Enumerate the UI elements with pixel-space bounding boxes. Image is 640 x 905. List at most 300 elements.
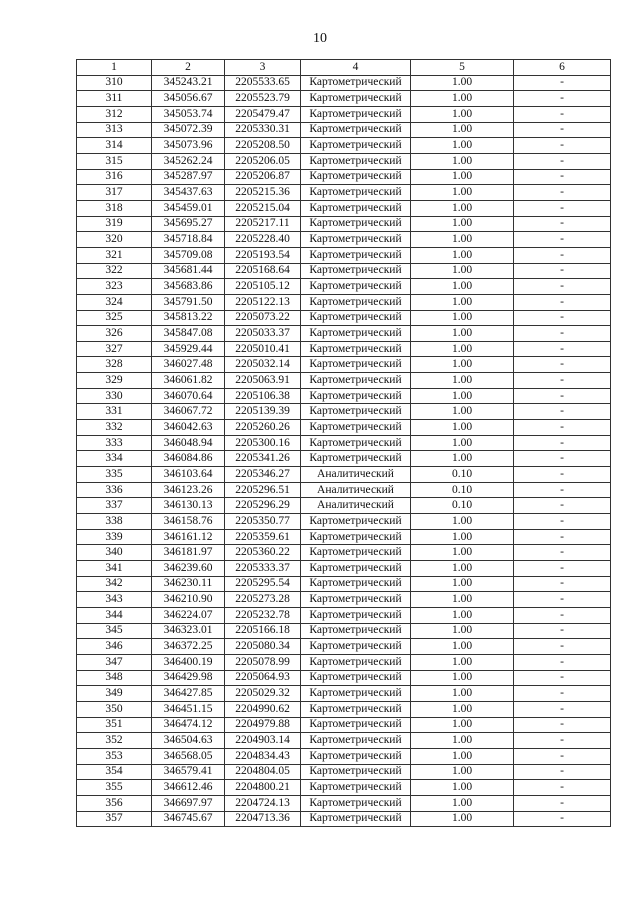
table-row bbox=[77, 780, 611, 796]
method-cell: Картометрический bbox=[301, 153, 411, 169]
table-row bbox=[77, 701, 611, 717]
column-header: 3 bbox=[225, 60, 301, 76]
x-coordinate-cell: 346103.64 bbox=[152, 467, 225, 483]
point-number-cell: 310 bbox=[77, 75, 152, 91]
point-number-cell: 340 bbox=[77, 545, 152, 561]
x-coordinate-cell: 346239.60 bbox=[152, 561, 225, 577]
point-number-cell: 325 bbox=[77, 310, 152, 326]
accuracy-cell: 1.00 bbox=[411, 717, 514, 733]
table-row bbox=[77, 106, 611, 122]
point-number-cell: 356 bbox=[77, 795, 152, 811]
table-row bbox=[77, 247, 611, 263]
method-cell: Картометрический bbox=[301, 91, 411, 107]
accuracy-cell: 1.00 bbox=[411, 185, 514, 201]
note-cell: - bbox=[514, 185, 611, 201]
note-cell: - bbox=[514, 200, 611, 216]
x-coordinate-cell: 346070.64 bbox=[152, 388, 225, 404]
point-number-cell: 337 bbox=[77, 498, 152, 514]
note-cell: - bbox=[514, 326, 611, 342]
point-number-cell: 347 bbox=[77, 654, 152, 670]
note-cell: - bbox=[514, 561, 611, 577]
note-cell: - bbox=[514, 106, 611, 122]
table-row bbox=[77, 326, 611, 342]
method-cell: Картометрический bbox=[301, 247, 411, 263]
table-row bbox=[77, 482, 611, 498]
method-cell: Картометрический bbox=[301, 780, 411, 796]
accuracy-cell: 1.00 bbox=[411, 138, 514, 154]
y-coordinate-cell: 2205330.31 bbox=[225, 122, 301, 138]
accuracy-cell: 1.00 bbox=[411, 623, 514, 639]
note-cell: - bbox=[514, 91, 611, 107]
accuracy-cell: 1.00 bbox=[411, 341, 514, 357]
x-coordinate-cell: 346323.01 bbox=[152, 623, 225, 639]
y-coordinate-cell: 2205346.27 bbox=[225, 467, 301, 483]
method-cell: Картометрический bbox=[301, 216, 411, 232]
x-coordinate-cell: 345053.74 bbox=[152, 106, 225, 122]
note-cell: - bbox=[514, 686, 611, 702]
y-coordinate-cell: 2205078.99 bbox=[225, 654, 301, 670]
method-cell: Картометрический bbox=[301, 686, 411, 702]
method-cell: Картометрический bbox=[301, 733, 411, 749]
method-cell: Картометрический bbox=[301, 545, 411, 561]
y-coordinate-cell: 2205295.54 bbox=[225, 576, 301, 592]
x-coordinate-cell: 345709.08 bbox=[152, 247, 225, 263]
note-cell: - bbox=[514, 529, 611, 545]
note-cell: - bbox=[514, 247, 611, 263]
x-coordinate-cell: 345243.21 bbox=[152, 75, 225, 91]
y-coordinate-cell: 2205359.61 bbox=[225, 529, 301, 545]
point-number-cell: 332 bbox=[77, 420, 152, 436]
x-coordinate-cell: 345847.08 bbox=[152, 326, 225, 342]
y-coordinate-cell: 2205064.93 bbox=[225, 670, 301, 686]
table-row bbox=[77, 263, 611, 279]
y-coordinate-cell: 2204800.21 bbox=[225, 780, 301, 796]
accuracy-cell: 1.00 bbox=[411, 435, 514, 451]
table-body bbox=[77, 75, 611, 827]
accuracy-cell: 1.00 bbox=[411, 701, 514, 717]
y-coordinate-cell: 2204979.88 bbox=[225, 717, 301, 733]
point-number-cell: 331 bbox=[77, 404, 152, 420]
x-coordinate-cell: 346224.07 bbox=[152, 607, 225, 623]
table-row bbox=[77, 91, 611, 107]
accuracy-cell: 1.00 bbox=[411, 263, 514, 279]
note-cell: - bbox=[514, 748, 611, 764]
point-number-cell: 328 bbox=[77, 357, 152, 373]
accuracy-cell: 1.00 bbox=[411, 75, 514, 91]
method-cell: Картометрический bbox=[301, 326, 411, 342]
accuracy-cell: 1.00 bbox=[411, 607, 514, 623]
y-coordinate-cell: 2205032.14 bbox=[225, 357, 301, 373]
point-number-cell: 341 bbox=[77, 561, 152, 577]
note-cell: - bbox=[514, 576, 611, 592]
point-number-cell: 338 bbox=[77, 514, 152, 530]
x-coordinate-cell: 345718.84 bbox=[152, 232, 225, 248]
method-cell: Картометрический bbox=[301, 717, 411, 733]
x-coordinate-cell: 345459.01 bbox=[152, 200, 225, 216]
table-row bbox=[77, 529, 611, 545]
point-number-cell: 349 bbox=[77, 686, 152, 702]
y-coordinate-cell: 2205350.77 bbox=[225, 514, 301, 530]
y-coordinate-cell: 2205341.26 bbox=[225, 451, 301, 467]
accuracy-cell: 1.00 bbox=[411, 294, 514, 310]
y-coordinate-cell: 2205168.64 bbox=[225, 263, 301, 279]
table-row bbox=[77, 200, 611, 216]
note-cell: - bbox=[514, 780, 611, 796]
y-coordinate-cell: 2205479.47 bbox=[225, 106, 301, 122]
note-cell: - bbox=[514, 75, 611, 91]
note-cell: - bbox=[514, 654, 611, 670]
method-cell: Аналитический bbox=[301, 482, 411, 498]
point-number-cell: 339 bbox=[77, 529, 152, 545]
y-coordinate-cell: 2205033.37 bbox=[225, 326, 301, 342]
note-cell: - bbox=[514, 435, 611, 451]
method-cell: Картометрический bbox=[301, 701, 411, 717]
table-row bbox=[77, 811, 611, 827]
table-row bbox=[77, 216, 611, 232]
point-number-cell: 321 bbox=[77, 247, 152, 263]
x-coordinate-cell: 346400.19 bbox=[152, 654, 225, 670]
note-cell: - bbox=[514, 733, 611, 749]
table-row bbox=[77, 122, 611, 138]
note-cell: - bbox=[514, 263, 611, 279]
column-header: 2 bbox=[152, 60, 225, 76]
x-coordinate-cell: 346568.05 bbox=[152, 748, 225, 764]
x-coordinate-cell: 345681.44 bbox=[152, 263, 225, 279]
point-number-cell: 327 bbox=[77, 341, 152, 357]
table-row bbox=[77, 232, 611, 248]
note-cell: - bbox=[514, 482, 611, 498]
table-row bbox=[77, 451, 611, 467]
method-cell: Картометрический bbox=[301, 169, 411, 185]
x-coordinate-cell: 346042.63 bbox=[152, 420, 225, 436]
accuracy-cell: 1.00 bbox=[411, 373, 514, 389]
method-cell: Картометрический bbox=[301, 122, 411, 138]
column-header: 1 bbox=[77, 60, 152, 76]
method-cell: Картометрический bbox=[301, 623, 411, 639]
x-coordinate-cell: 346027.48 bbox=[152, 357, 225, 373]
x-coordinate-cell: 346181.97 bbox=[152, 545, 225, 561]
y-coordinate-cell: 2205106.38 bbox=[225, 388, 301, 404]
point-number-cell: 330 bbox=[77, 388, 152, 404]
x-coordinate-cell: 345262.24 bbox=[152, 153, 225, 169]
point-number-cell: 322 bbox=[77, 263, 152, 279]
note-cell: - bbox=[514, 467, 611, 483]
method-cell: Картометрический bbox=[301, 106, 411, 122]
x-coordinate-cell: 345437.63 bbox=[152, 185, 225, 201]
note-cell: - bbox=[514, 545, 611, 561]
accuracy-cell: 1.00 bbox=[411, 310, 514, 326]
x-coordinate-cell: 346451.15 bbox=[152, 701, 225, 717]
accuracy-cell: 1.00 bbox=[411, 764, 514, 780]
x-coordinate-cell: 345073.96 bbox=[152, 138, 225, 154]
x-coordinate-cell: 345813.22 bbox=[152, 310, 225, 326]
table-row bbox=[77, 733, 611, 749]
method-cell: Картометрический bbox=[301, 263, 411, 279]
point-number-cell: 319 bbox=[77, 216, 152, 232]
x-coordinate-cell: 346427.85 bbox=[152, 686, 225, 702]
accuracy-cell: 1.00 bbox=[411, 748, 514, 764]
y-coordinate-cell: 2205260.26 bbox=[225, 420, 301, 436]
point-number-cell: 353 bbox=[77, 748, 152, 764]
x-coordinate-cell: 346158.76 bbox=[152, 514, 225, 530]
method-cell: Аналитический bbox=[301, 467, 411, 483]
method-cell: Картометрический bbox=[301, 310, 411, 326]
table-row bbox=[77, 310, 611, 326]
table-row bbox=[77, 623, 611, 639]
y-coordinate-cell: 2205073.22 bbox=[225, 310, 301, 326]
accuracy-cell: 1.00 bbox=[411, 232, 514, 248]
accuracy-cell: 1.00 bbox=[411, 169, 514, 185]
table-row bbox=[77, 764, 611, 780]
table-row bbox=[77, 514, 611, 530]
note-cell: - bbox=[514, 717, 611, 733]
method-cell: Картометрический bbox=[301, 294, 411, 310]
point-number-cell: 357 bbox=[77, 811, 152, 827]
x-coordinate-cell: 346130.13 bbox=[152, 498, 225, 514]
note-cell: - bbox=[514, 514, 611, 530]
accuracy-cell: 1.00 bbox=[411, 811, 514, 827]
method-cell: Картометрический bbox=[301, 654, 411, 670]
y-coordinate-cell: 2205193.54 bbox=[225, 247, 301, 263]
table-header-row bbox=[77, 60, 611, 76]
x-coordinate-cell: 346697.97 bbox=[152, 795, 225, 811]
y-coordinate-cell: 2204834.43 bbox=[225, 748, 301, 764]
accuracy-cell: 1.00 bbox=[411, 451, 514, 467]
table-row bbox=[77, 138, 611, 154]
note-cell: - bbox=[514, 216, 611, 232]
point-number-cell: 354 bbox=[77, 764, 152, 780]
point-number-cell: 350 bbox=[77, 701, 152, 717]
x-coordinate-cell: 346084.86 bbox=[152, 451, 225, 467]
x-coordinate-cell: 346230.11 bbox=[152, 576, 225, 592]
accuracy-cell: 1.00 bbox=[411, 639, 514, 655]
y-coordinate-cell: 2205029.32 bbox=[225, 686, 301, 702]
point-number-cell: 317 bbox=[77, 185, 152, 201]
note-cell: - bbox=[514, 498, 611, 514]
table-row bbox=[77, 404, 611, 420]
x-coordinate-cell: 345929.44 bbox=[152, 341, 225, 357]
point-number-cell: 315 bbox=[77, 153, 152, 169]
y-coordinate-cell: 2205215.04 bbox=[225, 200, 301, 216]
y-coordinate-cell: 2205139.39 bbox=[225, 404, 301, 420]
note-cell: - bbox=[514, 122, 611, 138]
accuracy-cell: 1.00 bbox=[411, 200, 514, 216]
accuracy-cell: 1.00 bbox=[411, 576, 514, 592]
y-coordinate-cell: 2205533.65 bbox=[225, 75, 301, 91]
point-number-cell: 318 bbox=[77, 200, 152, 216]
y-coordinate-cell: 2205300.16 bbox=[225, 435, 301, 451]
point-number-cell: 344 bbox=[77, 607, 152, 623]
page-number: 10 bbox=[313, 31, 327, 46]
table-row bbox=[77, 795, 611, 811]
y-coordinate-cell: 2205122.13 bbox=[225, 294, 301, 310]
y-coordinate-cell: 2205063.91 bbox=[225, 373, 301, 389]
method-cell: Картометрический bbox=[301, 576, 411, 592]
accuracy-cell: 1.00 bbox=[411, 388, 514, 404]
accuracy-cell: 1.00 bbox=[411, 357, 514, 373]
table-row bbox=[77, 561, 611, 577]
column-header: 5 bbox=[411, 60, 514, 76]
x-coordinate-cell: 346372.25 bbox=[152, 639, 225, 655]
table-row bbox=[77, 294, 611, 310]
table-row bbox=[77, 388, 611, 404]
point-number-cell: 352 bbox=[77, 733, 152, 749]
method-cell: Картометрический bbox=[301, 670, 411, 686]
table-row bbox=[77, 576, 611, 592]
y-coordinate-cell: 2205105.12 bbox=[225, 279, 301, 295]
y-coordinate-cell: 2204724.13 bbox=[225, 795, 301, 811]
note-cell: - bbox=[514, 764, 611, 780]
table-row bbox=[77, 279, 611, 295]
method-cell: Картометрический bbox=[301, 75, 411, 91]
accuracy-cell: 1.00 bbox=[411, 780, 514, 796]
y-coordinate-cell: 2205523.79 bbox=[225, 91, 301, 107]
accuracy-cell: 1.00 bbox=[411, 529, 514, 545]
table-row bbox=[77, 341, 611, 357]
point-number-cell: 316 bbox=[77, 169, 152, 185]
accuracy-cell: 1.00 bbox=[411, 216, 514, 232]
accuracy-cell: 0.10 bbox=[411, 482, 514, 498]
accuracy-cell: 1.00 bbox=[411, 404, 514, 420]
x-coordinate-cell: 346048.94 bbox=[152, 435, 225, 451]
point-number-cell: 355 bbox=[77, 780, 152, 796]
note-cell: - bbox=[514, 169, 611, 185]
point-number-cell: 324 bbox=[77, 294, 152, 310]
accuracy-cell: 1.00 bbox=[411, 733, 514, 749]
table-row bbox=[77, 153, 611, 169]
method-cell: Картометрический bbox=[301, 561, 411, 577]
y-coordinate-cell: 2205296.29 bbox=[225, 498, 301, 514]
point-number-cell: 314 bbox=[77, 138, 152, 154]
table-row bbox=[77, 545, 611, 561]
x-coordinate-cell: 346504.63 bbox=[152, 733, 225, 749]
x-coordinate-cell: 346579.41 bbox=[152, 764, 225, 780]
y-coordinate-cell: 2205215.36 bbox=[225, 185, 301, 201]
table-row bbox=[77, 169, 611, 185]
x-coordinate-cell: 346067.72 bbox=[152, 404, 225, 420]
y-coordinate-cell: 2205296.51 bbox=[225, 482, 301, 498]
note-cell: - bbox=[514, 310, 611, 326]
table-row bbox=[77, 373, 611, 389]
accuracy-cell: 1.00 bbox=[411, 795, 514, 811]
accuracy-cell: 1.00 bbox=[411, 686, 514, 702]
note-cell: - bbox=[514, 670, 611, 686]
accuracy-cell: 1.00 bbox=[411, 279, 514, 295]
accuracy-cell: 1.00 bbox=[411, 514, 514, 530]
point-number-cell: 333 bbox=[77, 435, 152, 451]
point-number-cell: 313 bbox=[77, 122, 152, 138]
note-cell: - bbox=[514, 341, 611, 357]
point-number-cell: 326 bbox=[77, 326, 152, 342]
column-header: 4 bbox=[301, 60, 411, 76]
method-cell: Картометрический bbox=[301, 592, 411, 608]
method-cell: Картометрический bbox=[301, 404, 411, 420]
method-cell: Картометрический bbox=[301, 451, 411, 467]
y-coordinate-cell: 2205010.41 bbox=[225, 341, 301, 357]
method-cell: Картометрический bbox=[301, 373, 411, 389]
table-row bbox=[77, 654, 611, 670]
method-cell: Картометрический bbox=[301, 341, 411, 357]
accuracy-cell: 1.00 bbox=[411, 153, 514, 169]
y-coordinate-cell: 2205273.28 bbox=[225, 592, 301, 608]
method-cell: Картометрический bbox=[301, 420, 411, 436]
x-coordinate-cell: 345287.97 bbox=[152, 169, 225, 185]
point-number-cell: 348 bbox=[77, 670, 152, 686]
table-row bbox=[77, 420, 611, 436]
y-coordinate-cell: 2204990.62 bbox=[225, 701, 301, 717]
x-coordinate-cell: 345683.86 bbox=[152, 279, 225, 295]
method-cell: Картометрический bbox=[301, 764, 411, 780]
y-coordinate-cell: 2204903.14 bbox=[225, 733, 301, 749]
x-coordinate-cell: 346474.12 bbox=[152, 717, 225, 733]
y-coordinate-cell: 2204804.05 bbox=[225, 764, 301, 780]
method-cell: Картометрический bbox=[301, 138, 411, 154]
note-cell: - bbox=[514, 592, 611, 608]
x-coordinate-cell: 346210.90 bbox=[152, 592, 225, 608]
y-coordinate-cell: 2205206.05 bbox=[225, 153, 301, 169]
x-coordinate-cell: 346745.67 bbox=[152, 811, 225, 827]
table-row bbox=[77, 357, 611, 373]
note-cell: - bbox=[514, 811, 611, 827]
table-row bbox=[77, 75, 611, 91]
x-coordinate-cell: 345056.67 bbox=[152, 91, 225, 107]
note-cell: - bbox=[514, 357, 611, 373]
y-coordinate-cell: 2205080.34 bbox=[225, 639, 301, 655]
table-row bbox=[77, 435, 611, 451]
method-cell: Картометрический bbox=[301, 357, 411, 373]
y-coordinate-cell: 2205333.37 bbox=[225, 561, 301, 577]
note-cell: - bbox=[514, 232, 611, 248]
point-number-cell: 345 bbox=[77, 623, 152, 639]
note-cell: - bbox=[514, 138, 611, 154]
method-cell: Картометрический bbox=[301, 232, 411, 248]
table-row bbox=[77, 467, 611, 483]
accuracy-cell: 1.00 bbox=[411, 561, 514, 577]
method-cell: Картометрический bbox=[301, 200, 411, 216]
point-number-cell: 336 bbox=[77, 482, 152, 498]
x-coordinate-cell: 345791.50 bbox=[152, 294, 225, 310]
accuracy-cell: 1.00 bbox=[411, 420, 514, 436]
method-cell: Картометрический bbox=[301, 748, 411, 764]
point-number-cell: 329 bbox=[77, 373, 152, 389]
table-row bbox=[77, 592, 611, 608]
point-number-cell: 346 bbox=[77, 639, 152, 655]
note-cell: - bbox=[514, 404, 611, 420]
point-number-cell: 342 bbox=[77, 576, 152, 592]
method-cell: Картометрический bbox=[301, 435, 411, 451]
note-cell: - bbox=[514, 795, 611, 811]
note-cell: - bbox=[514, 279, 611, 295]
y-coordinate-cell: 2205232.78 bbox=[225, 607, 301, 623]
method-cell: Картометрический bbox=[301, 607, 411, 623]
accuracy-cell: 1.00 bbox=[411, 670, 514, 686]
accuracy-cell: 0.10 bbox=[411, 498, 514, 514]
method-cell: Картометрический bbox=[301, 514, 411, 530]
note-cell: - bbox=[514, 420, 611, 436]
table-row bbox=[77, 185, 611, 201]
point-number-cell: 320 bbox=[77, 232, 152, 248]
point-number-cell: 311 bbox=[77, 91, 152, 107]
method-cell: Картометрический bbox=[301, 811, 411, 827]
x-coordinate-cell: 346123.26 bbox=[152, 482, 225, 498]
coordinates-table bbox=[76, 59, 611, 827]
y-coordinate-cell: 2205360.22 bbox=[225, 545, 301, 561]
y-coordinate-cell: 2205217.11 bbox=[225, 216, 301, 232]
method-cell: Картометрический bbox=[301, 185, 411, 201]
method-cell: Картометрический bbox=[301, 639, 411, 655]
method-cell: Аналитический bbox=[301, 498, 411, 514]
method-cell: Картометрический bbox=[301, 529, 411, 545]
